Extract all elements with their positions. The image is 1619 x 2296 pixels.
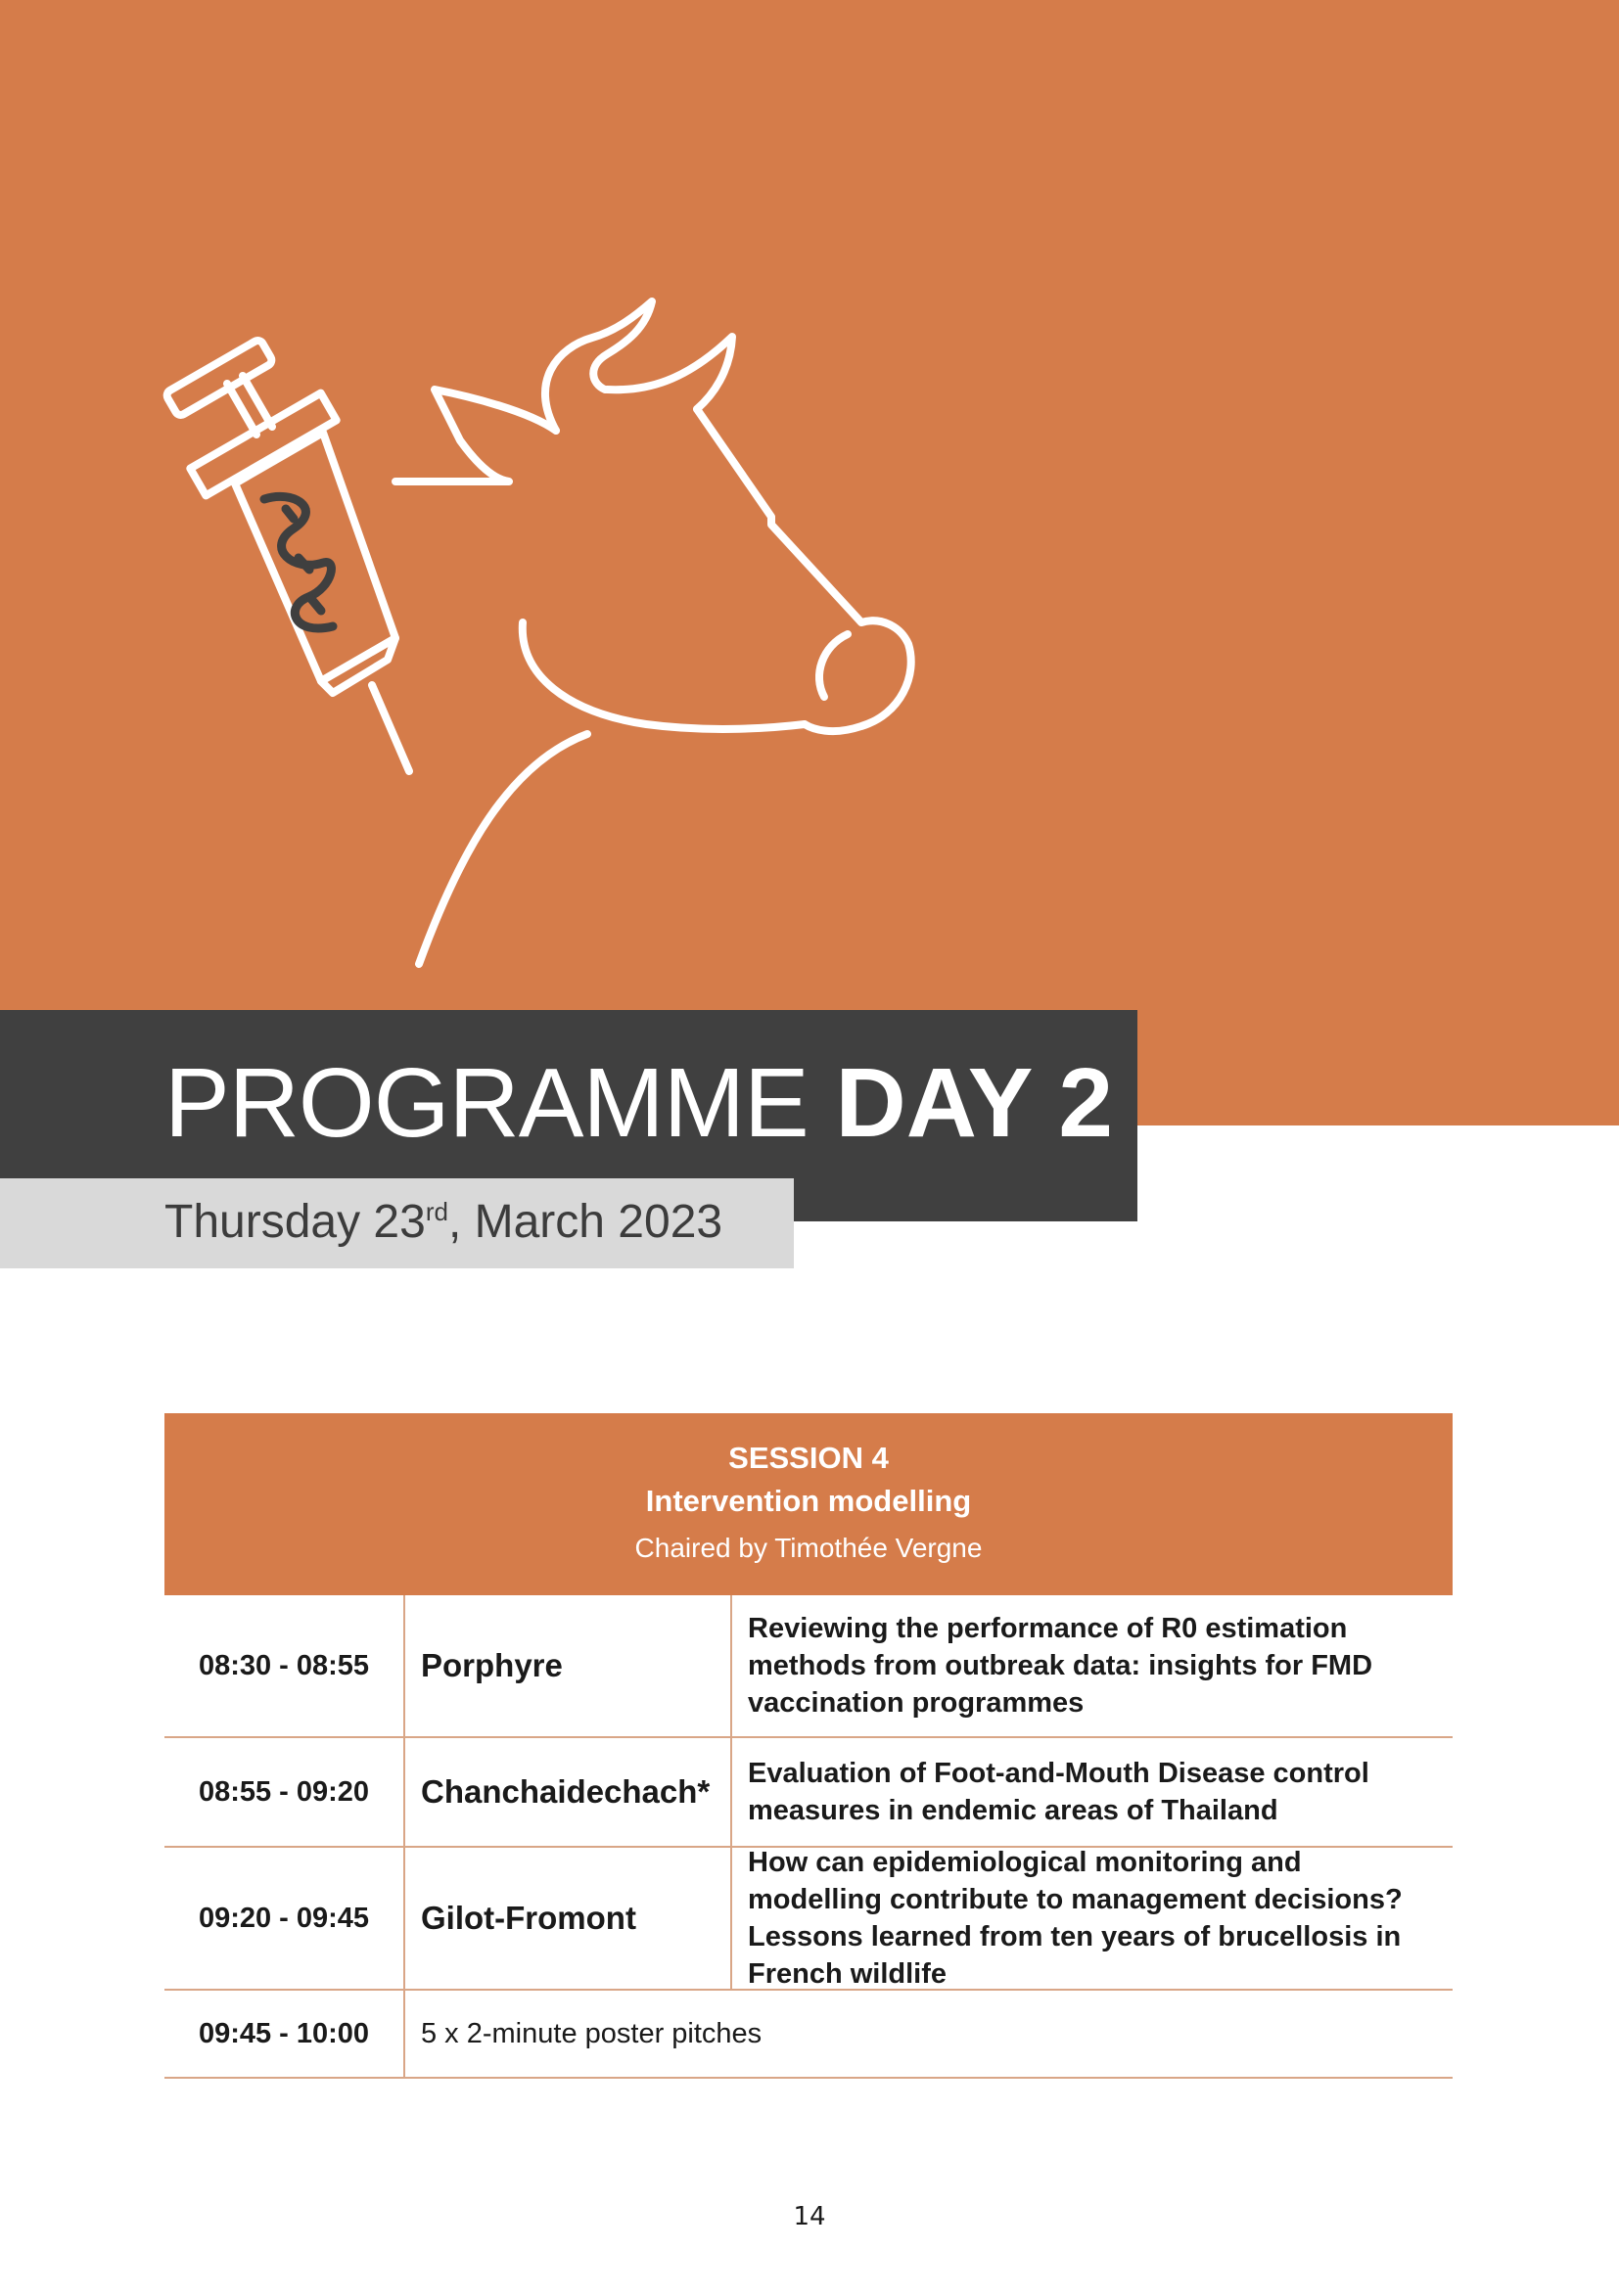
session-chair: Chaired by Timothée Vergne <box>634 1533 983 1563</box>
illustration <box>0 0 1619 1125</box>
table-row <box>164 1991 1453 2079</box>
activity-label: 5 x 2-minute poster pitches <box>421 2017 763 2049</box>
page-number: 14 <box>793 2202 826 2231</box>
page-title <box>164 1039 1113 1167</box>
date-rest: , March 2023 <box>447 1196 723 1248</box>
time-slot: 08:55 - 09:20 <box>164 1738 405 1846</box>
hero-banner <box>0 0 1619 1125</box>
title-light: PROGRAMME <box>164 1048 809 1158</box>
dna-icon <box>264 496 333 628</box>
title-bold: DAY 2 <box>835 1048 1114 1158</box>
time-slot: 09:20 - 09:45 <box>164 1848 405 1989</box>
event-date <box>164 1192 722 1253</box>
session-number: SESSION 4 <box>728 1441 889 1475</box>
table-row <box>164 1738 1453 1848</box>
talk-title: How can epidemiological monitoring and modelling contribute to management decisions? Lessons learned from ten years of brucellosis in French wildlife <box>748 1847 1403 1990</box>
session-header <box>164 1413 1453 1595</box>
date-suffix: rd <box>425 1197 448 1226</box>
table-row <box>164 1848 1453 1991</box>
talk-title: Reviewing the performance of R0 estimation methods from outbreak data: insights for FMD vaccination programmes <box>748 1613 1373 1719</box>
date-day: Thursday 23 <box>164 1196 426 1248</box>
table-row <box>164 1595 1453 1738</box>
time-slot: 09:45 - 10:00 <box>164 1991 405 2077</box>
speaker-name: Chanchaidechach* <box>405 1738 732 1846</box>
speaker-name: Gilot-Fromont <box>405 1848 732 1989</box>
time-slot: 08:30 - 08:55 <box>164 1595 405 1736</box>
speaker-name: Porphyre <box>405 1595 732 1736</box>
schedule-table <box>164 1595 1453 2079</box>
talk-title: Evaluation of Foot-and-Mouth Disease control measures in endemic areas of Thailand <box>748 1758 1369 1826</box>
cow-head-icon <box>395 301 911 964</box>
session-title: Intervention modelling <box>645 1484 972 1518</box>
